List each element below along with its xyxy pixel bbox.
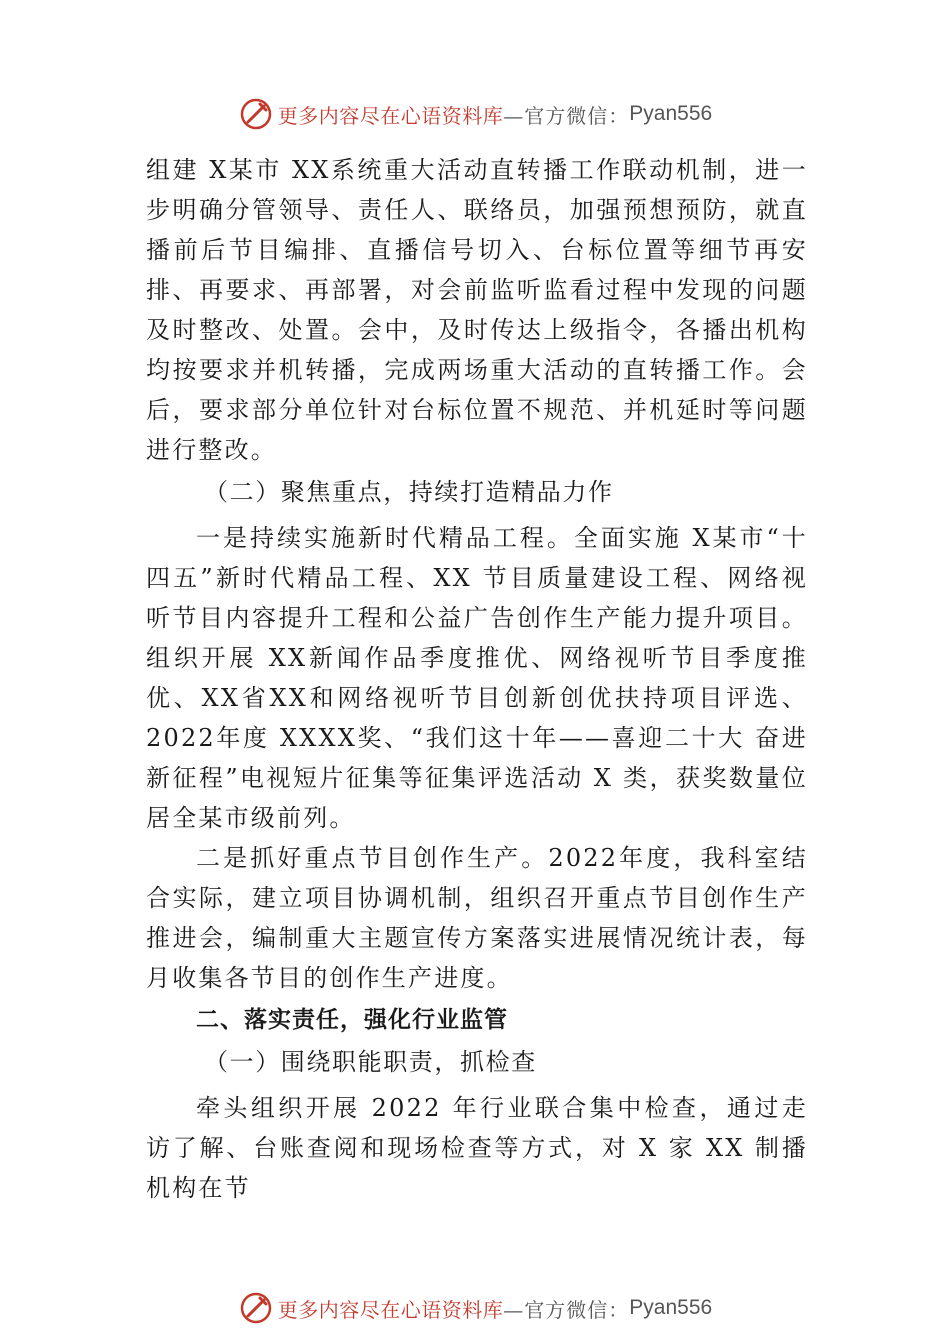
footer-banner xyxy=(0,1288,950,1328)
header-wechat-label: —官方微信： xyxy=(503,103,630,128)
document-body xyxy=(146,150,808,1208)
paragraph-3: 二是抓好重点节目创作生产。2022年度，我科室结合实际，建立项目协调机制，组织召开重点节目创作生产推进会，编制重大主题宣传方案落实进展情况统计表，每月收集各节目的创作生产进度。 xyxy=(146,844,808,992)
paragraph-2: 一是持续实施新时代精品工程。全面实施 X某市“十四五”新时代精品工程、XX 节目质量建设工程、网络视听节目内容提升工程和公益广告创作生产能力提升项目。组织开展 XX新闻作品季度推优、网络视听节目季度推优、XX省XX和网络视听节目创新创优扶持项目评选、2022年度 XXXX奖、“我们这十年——喜迎二十大 奋进新征程”电视短片征集等征集评选活动 X 类，获奖数量位居全某市级前列。 xyxy=(146,524,808,832)
logo-icon xyxy=(238,1290,274,1326)
footer-wechat-id: Pyan556 xyxy=(629,1296,713,1319)
header-brand-text: 更多内容尽在心语资料库 xyxy=(277,103,504,128)
paragraph-4: 牵头组织开展 2022 年行业联合集中检查，通过走访了解、台账查阅和现场检查等方式，对 X 家 XX 制播机构在节 xyxy=(146,1094,808,1202)
section-heading-2: 二、落实责任，强化行业监管 xyxy=(196,1007,508,1033)
subheading-3: （一）围绕职能职责，抓检查 xyxy=(204,1048,537,1076)
header-wechat-id: Pyan556 xyxy=(629,102,713,125)
subheading-2: （二）聚焦重点，持续打造精品力作 xyxy=(204,478,614,506)
footer-wechat-label: —官方微信： xyxy=(503,1297,630,1322)
footer-brand-text: 更多内容尽在心语资料库 xyxy=(277,1297,504,1322)
logo-icon xyxy=(238,96,274,132)
header-banner xyxy=(0,94,950,134)
paragraph-1: 组建 X某市 XX系统重大活动直转播工作联动机制，进一步明确分管领导、责任人、联络员，加强预想预防，就直播前后节目编排、直播信号切入、台标位置等细节再安排、再要求、再部署，对会前监听监看过程中发现的问题及时整改、处置。会中，及时传达上级指令，各播出机构均按要求并机转播，完成两场重大活动的直转播工作。会后，要求部分单位针对台标位置不规范、并机延时等问题进行整改。 xyxy=(146,156,808,464)
